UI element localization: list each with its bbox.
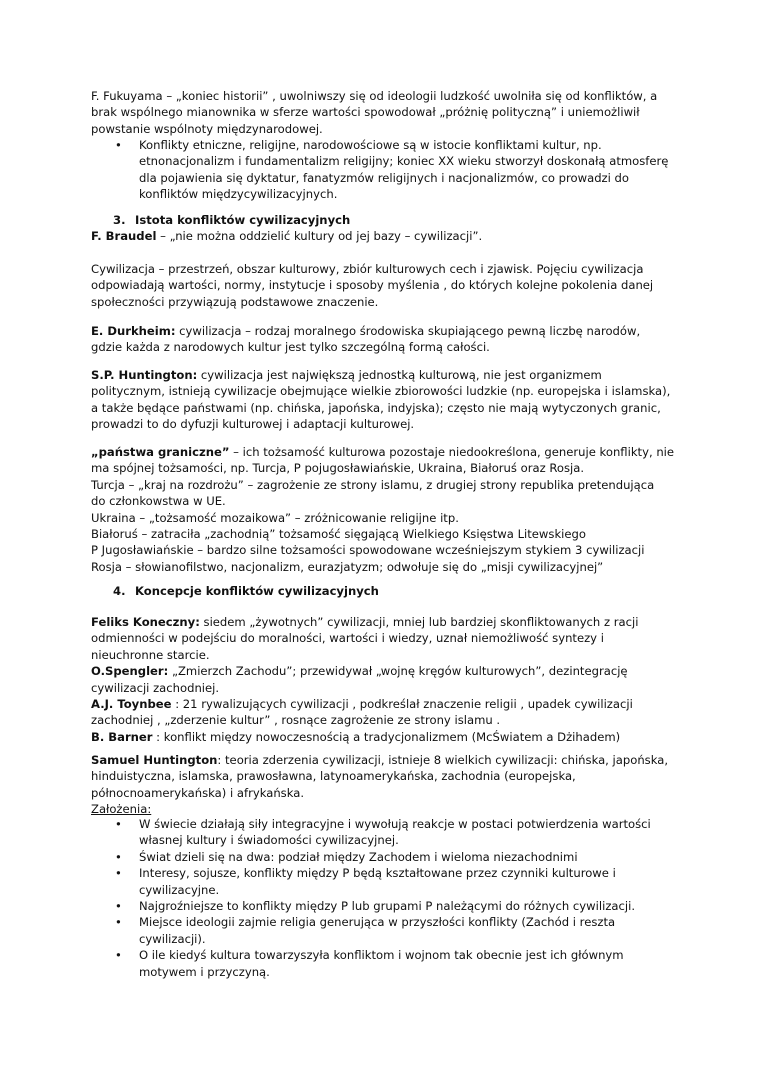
assumptions-list [115,816,705,980]
text-run: : 21 rywalizujących cywilizacji , podkreślał znaczenie religii , upadek cywilizacji [171,697,633,712]
text-line: brak wspólnego mianownika w sferze wartości spowodował „próżnię polityczną” i uniemożliwił [91,105,640,120]
text-line: Białoruś – zatraciła „zachodnią” tożsamość sięgającą Wielkiego Księstwa Litewskiego [91,527,586,542]
text-run: siedem „żywotnych” cywilizacji, mniej lub bardziej skonfliktowanych z racji [199,615,639,629]
author-name: E. Durkheim: [91,324,176,338]
koneczny-paragraph [91,614,681,745]
list-item [115,914,705,947]
text-line: powstanie wspólnoty międzynarodowej. [91,121,323,136]
text-line: Ukraina – „tożsamość mozaikowa” – zróżnicowanie religijne itp. [91,510,459,525]
text-line: gdzie każda z narodowych kultur jest tylko szczególną formą całości. [91,340,490,355]
text-line: Miejsce ideologii zajmie religia generująca w przyszłości konflikty (Zachód i reszta [139,915,616,930]
text-line: hinduistyczna, islamska, prawosławna, latynoamerykańska, zachodnia (europejska, [91,769,576,784]
text-line: nieuchronne starcie. [91,647,210,662]
list-item [115,849,705,865]
text-line: Konflikty etniczne, religijne, narodowościowe są w istocie konfliktami kultur, np. [139,138,602,152]
section-number: 3. [113,213,126,227]
text-line: ma spójnej tożsamości, np. Turcja, P pojugosławiańskie, Ukraina, Białoruś oraz Rosja. [91,461,585,476]
section-3-heading [113,212,703,228]
bullet-icon: • [115,899,122,914]
durkheim-paragraph [91,323,681,356]
text-line: dla pojawienia się dyktatur, fanatyzmów religijnych i nacjonalizmów, co prowadzi do [139,170,630,185]
text-line: odmienności w podejściu do moralności, wartości i wiedzy, uznał niemożliwość syntezy i [91,631,604,646]
section-title: Koncepcje konfliktów cywilizacyjnych [135,584,379,598]
author-name: A.J. Toynbee [91,697,172,712]
text-run: : teoria zderzenia cywilizacji, istnieje 8 wielkich cywilizacji: chińska, japońska, [217,753,669,767]
text-line: odpowiadają wartości, normy, instytucje i sposoby myślenia , do których kolejne pokolenia danej [91,278,654,293]
text-run: cywilizacja – rodzaj moralnego środowiska skupiającego pewną liczbę narodów, [175,324,641,338]
text-line: a także będące państwami (np. chińska, japońska, indyjska); często nie mają wytyczonych granic, [91,400,661,415]
text-run: – ich tożsamość kulturowa pozostaje niedookreślona, generuje konflikty, nie [229,445,675,459]
text-line: północnoamerykańska) i afrykańska. [91,785,305,800]
bullet-icon: • [115,817,122,831]
text-line: P Jugosławiańskie – bardzo silne tożsamości spowodowane wcześniejszym stykiem 3 cywilizacji [91,543,645,558]
bullet-icon: • [115,948,122,963]
text-line: Najgroźniejsze to konflikty między P lub grupami P należącymi do różnych cywilizacji. [139,899,636,914]
text-line: prowadzi to do dyfuzji kulturowej i adaptacji kulturowej. [91,417,415,432]
bullet-icon: • [115,915,122,930]
text-run: cywilizacja jest największą jednostką kulturową, nie jest organizmem [197,368,602,382]
section-title: Istota konfliktów cywilizacyjnych [135,213,351,227]
text-line: cywilizacyjne. [139,882,220,897]
border-states-paragraph [91,444,681,575]
author-name: S.P. Huntington: [91,368,198,382]
bullet-icon: • [115,866,122,881]
section-4-heading [113,583,703,599]
text-line: konfliktów międzycywilizacyjnych. [139,187,338,202]
author-name: Feliks Koneczny: [91,615,200,629]
text-line: motywem i przyczyną. [139,964,270,979]
text-line: Turcja – „kraj na rozdrożu” – zagrożenie ze strony islamu, z drugiej strony republika pretendująca [91,477,655,492]
text-line: etnonacjonalizm i fundamentalizm religijny; koniec XX wieku stworzył doskonałą atmosferę [139,154,669,169]
list-item [115,947,705,980]
text-line: cywilizacji). [139,931,206,946]
term-name: „państwa graniczne” [91,445,230,459]
text-line: Świat dzieli się na dwa: podział między Zachodem i wieloma niezachodnimi [139,849,578,864]
assumptions-label: Założenia: [91,802,152,817]
intro-bullet [115,137,705,203]
text-line: zachodniej , „zderzenie kultur” , rosnące zagrożenie ze strony islamu . [91,713,501,728]
fukuyama-paragraph [91,88,681,137]
text-line: własnej kultury i świadomości cywilizacyjnej. [139,833,399,848]
huntington-paragraph [91,367,681,433]
text-line: społeczności przywiązują podstawowe znaczenie. [91,294,379,309]
author-name: Samuel Huntington [91,753,218,767]
author-name: F. Braudel [91,229,157,243]
braudel-paragraph [91,228,681,244]
author-name: O.Spengler: [91,664,169,679]
section-number: 4. [113,584,126,598]
author-name: B. Barner [91,729,153,744]
text-line: politycznym, istnieją cywilizacje obejmujące wielkie zbiorowości ludzkie (np. europejska i islamska), [91,384,671,399]
list-item [115,816,705,849]
huntington-theory-paragraph [91,752,681,818]
text-line: O ile kiedyś kultura towarzyszyła konfliktom i wojnom tak obecnie jest ich głównym [139,948,624,963]
definition-paragraph [91,261,681,310]
text-line: F. Fukuyama – „koniec historii” , uwolniwszy się od ideologii ludzkość uwolniła się od konfliktów, a [91,89,658,103]
text-line: Cywilizacja – przestrzeń, obszar kulturowy, zbiór kulturowych cech i zjawisk. Pojęciu cywilizacja [91,262,644,276]
text-line: W świecie działają siły integracyjne i wywołują reakcje w postaci potwierdzenia wartości [139,817,651,831]
text-run: „Zmierzch Zachodu”; przewidywał „wojnę kręgów kulturowych”, dezintegrację [168,664,628,679]
text-run: – „nie można oddzielić kultury od jej bazy – cywilizacji”. [156,229,483,243]
bullet-icon: • [115,849,122,864]
text-line: cywilizacji zachodniej. [91,680,220,695]
list-item [115,898,705,914]
text-line: Interesy, sojusze, konflikty między P będą kształtowane przez czynniki kulturowe i [139,866,616,881]
text-run: : konflikt między nowoczesnością a tradycjonalizmem (McŚwiatem a Dżihadem) [152,729,621,744]
text-line: do członkowstwa w UE. [91,494,226,509]
text-line: Rosja – słowianofilstwo, nacjonalizm, eurazjatyzm; odwołuje się do „misji cywilizacyjnej” [91,559,604,574]
list-item [115,865,705,898]
bullet-icon: • [115,138,122,152]
